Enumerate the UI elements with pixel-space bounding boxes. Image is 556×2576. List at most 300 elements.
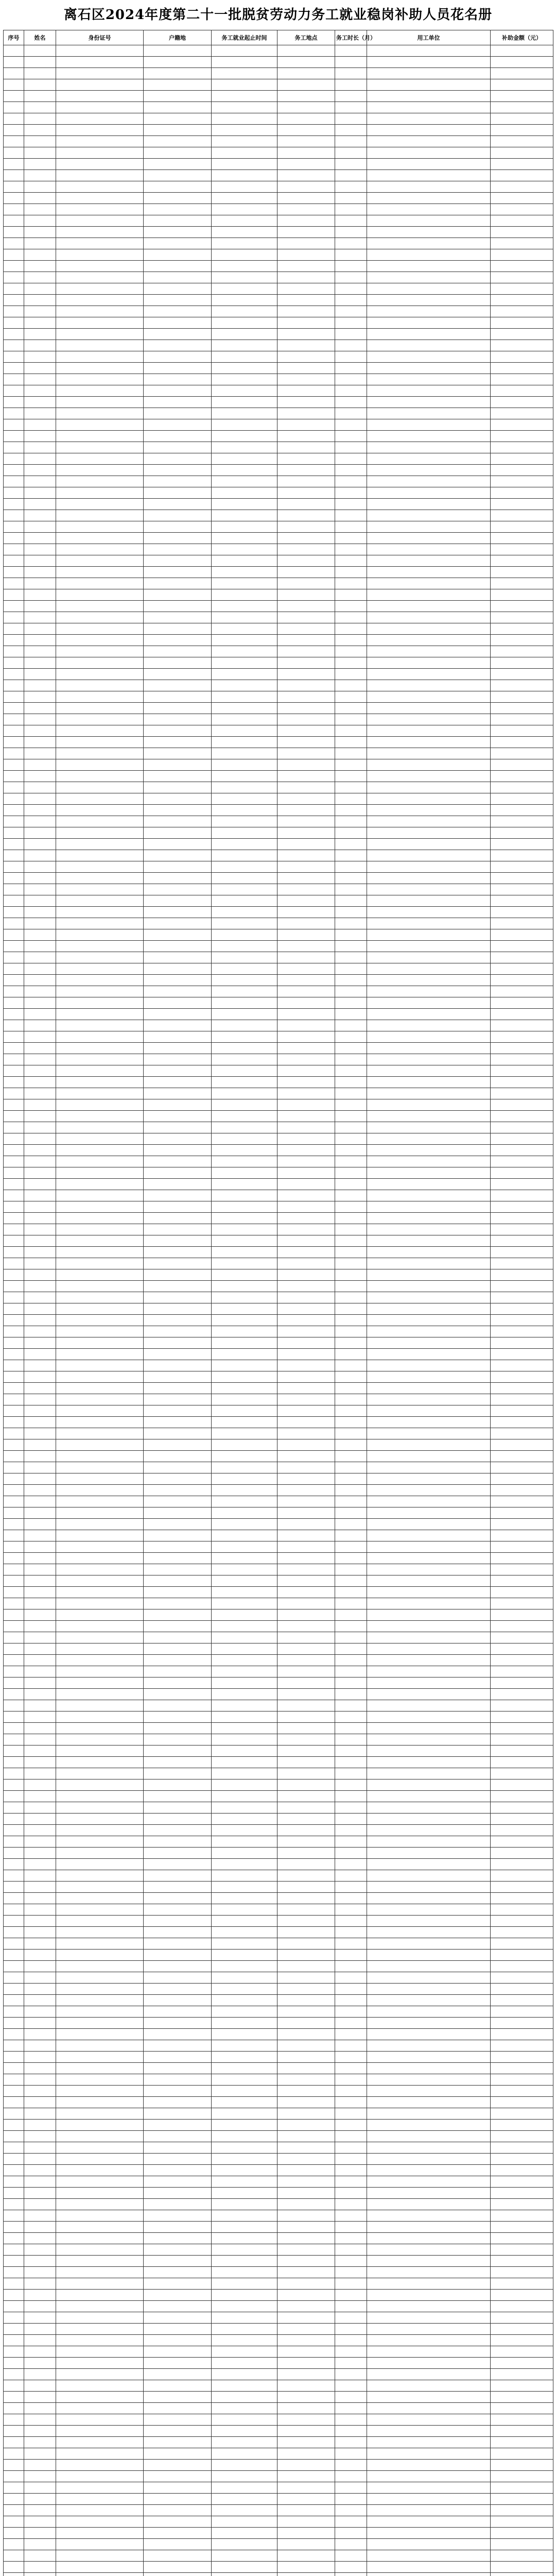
page-title: 离石区2024年度第二十一批脱贫劳动力务工就业稳岗补助人员花名册 [63,7,493,23]
cell-index [4,2097,24,2108]
cell-id-number [56,714,144,725]
cell-household [144,1609,212,1621]
cell-household [144,1848,212,1859]
cell-id-number [56,725,144,737]
cell-work-location [277,1428,335,1439]
cell-id-number [56,465,144,476]
cell-amount [491,1621,553,1632]
cell-duration [335,1417,367,1428]
cell-work-period [212,487,277,499]
cell-employer [367,193,491,204]
cell-work-location [277,873,335,884]
cell-employer [367,1145,491,1156]
cell-duration [335,1882,367,1893]
table-row [4,2301,553,2312]
cell-duration [335,827,367,839]
cell-index [4,2018,24,2029]
cell-work-location [277,147,335,159]
cell-id-number [56,2494,144,2505]
cell-employer [367,612,491,623]
cell-id-number [56,2448,144,2460]
cell-duration [335,680,367,691]
cell-duration [335,1247,367,1258]
cell-work-location [277,2210,335,2222]
table-row [4,1927,553,1938]
cell-index [4,2448,24,2460]
cell-id-number [56,2154,144,2165]
cell-household [144,170,212,181]
table-row [4,2380,553,2392]
cell-duration [335,1870,367,1882]
cell-name [24,2006,56,2018]
cell-work-period [212,238,277,249]
cell-duration [335,884,367,895]
cell-employer [367,317,491,329]
cell-duration [335,1791,367,1802]
cell-index [4,2312,24,2324]
cell-work-period [212,771,277,782]
cell-work-period [212,1405,277,1417]
table-row [4,125,553,136]
cell-duration [335,79,367,91]
cell-name [24,521,56,533]
cell-work-period [212,1530,277,1541]
cell-employer [367,2312,491,2324]
cell-index [4,272,24,283]
cell-duration [335,737,367,748]
cell-household [144,1507,212,1519]
cell-household [144,748,212,759]
cell-household [144,2176,212,2188]
cell-employer [367,2097,491,2108]
cell-work-location [277,997,335,1009]
cell-id-number [56,2199,144,2210]
cell-duration [335,1473,367,1485]
cell-work-location [277,2505,335,2516]
table-row [4,669,553,680]
cell-household [144,1269,212,1281]
cell-work-period [212,408,277,419]
cell-duration [335,748,367,759]
cell-name [24,2505,56,2516]
cell-index [4,487,24,499]
cell-duration [335,1950,367,1961]
cell-work-period [212,1485,277,1496]
cell-duration [335,1077,367,1088]
cell-household [144,1371,212,1383]
cell-household [144,1938,212,1950]
cell-name [24,963,56,975]
cell-id-number [56,2437,144,2448]
cell-work-period [212,499,277,510]
cell-work-period [212,193,277,204]
cell-duration [335,238,367,249]
cell-amount [491,2154,553,2165]
cell-name [24,2278,56,2290]
cell-employer [367,2052,491,2063]
cell-duration [335,2528,367,2539]
cell-duration [335,2550,367,2562]
cell-amount [491,805,553,816]
cell-work-period [212,272,277,283]
cell-household [144,2244,212,2256]
cell-work-location [277,2199,335,2210]
cell-id-number [56,918,144,929]
cell-work-period [212,1961,277,1972]
cell-household [144,431,212,442]
cell-duration [335,1394,367,1405]
cell-index [4,2573,24,2576]
cell-amount [491,1394,553,1405]
cell-id-number [56,2018,144,2029]
cell-employer [367,2244,491,2256]
cell-amount [491,68,553,79]
cell-work-period [212,2176,277,2188]
cell-index [4,2120,24,2131]
cell-duration [335,2471,367,2482]
table-row [4,2471,553,2482]
cell-work-period [212,1496,277,1507]
cell-household [144,737,212,748]
cell-id-number [56,2301,144,2312]
cell-name [24,1677,56,1689]
table-row [4,170,553,181]
cell-id-number [56,884,144,895]
cell-employer [367,181,491,193]
cell-work-location [277,499,335,510]
cell-duration [335,1723,367,1734]
cell-employer [367,850,491,861]
table-row [4,1190,553,1201]
cell-duration [335,159,367,170]
cell-amount [491,975,553,986]
cell-duration [335,1451,367,1462]
cell-id-number [56,2471,144,2482]
cell-amount [491,181,553,193]
cell-id-number [56,1247,144,1258]
cell-duration [335,929,367,941]
cell-household [144,816,212,827]
cell-household [144,805,212,816]
cell-index [4,1995,24,2006]
cell-name [24,1417,56,1428]
cell-work-period [212,2063,277,2074]
table-row [4,2052,553,2063]
cell-household [144,612,212,623]
cell-household [144,2006,212,2018]
cell-work-period [212,1677,277,1689]
cell-work-location [277,578,335,589]
cell-work-period [212,1848,277,1859]
cell-work-period [212,793,277,805]
cell-household [144,499,212,510]
cell-name [24,1882,56,1893]
cell-work-location [277,1451,335,1462]
cell-amount [491,2267,553,2278]
table-row [4,1950,553,1961]
cell-work-location [277,1213,335,1224]
cell-work-location [277,918,335,929]
cell-household [144,1814,212,1825]
cell-duration [335,1439,367,1451]
cell-id-number [56,1700,144,1711]
cell-name [24,2335,56,2346]
cell-household [144,907,212,918]
table-row [4,1791,553,1802]
cell-name [24,1360,56,1371]
cell-household [144,657,212,669]
cell-index [4,397,24,408]
cell-work-location [277,2233,335,2244]
cell-index [4,1224,24,1235]
cell-work-period [212,2097,277,2108]
cell-household [144,2550,212,2562]
cell-amount [491,2233,553,2244]
cell-work-period [212,2267,277,2278]
cell-duration [335,589,367,601]
cell-employer [367,1961,491,1972]
cell-index [4,1167,24,1179]
table-row [4,1655,553,1666]
cell-household [144,1689,212,1700]
cell-name [24,340,56,351]
cell-name [24,227,56,238]
cell-name [24,1201,56,1213]
cell-name [24,2346,56,2358]
cell-name [24,170,56,181]
cell-index [4,929,24,941]
cell-index [4,1598,24,1609]
cell-work-location [277,1859,335,1870]
table-row [4,850,553,861]
cell-work-location [277,782,335,793]
table-row [4,113,553,125]
table-row [4,1043,553,1054]
cell-amount [491,102,553,113]
cell-employer [367,2392,491,2403]
cell-duration [335,1088,367,1099]
cell-employer [367,2358,491,2369]
cell-amount [491,1814,553,1825]
cell-employer [367,533,491,544]
cell-duration [335,2460,367,2471]
cell-amount [491,227,553,238]
cell-duration [335,2312,367,2324]
cell-work-location [277,1258,335,1269]
cell-duration [335,1303,367,1315]
cell-employer [367,1043,491,1054]
table-row [4,2482,553,2494]
cell-work-location [277,623,335,635]
cell-household [144,1235,212,1247]
cell-index [4,918,24,929]
cell-index [4,306,24,317]
cell-work-period [212,1995,277,2006]
cell-id-number [56,691,144,703]
cell-index [4,2222,24,2233]
cell-employer [367,2222,491,2233]
cell-index [4,125,24,136]
cell-id-number [56,1519,144,1530]
cell-household [144,295,212,306]
cell-index [4,363,24,374]
cell-index [4,850,24,861]
cell-work-period [212,2494,277,2505]
cell-name [24,2573,56,2576]
cell-name [24,2131,56,2142]
cell-id-number [56,2142,144,2154]
cell-index [4,895,24,907]
cell-name [24,1065,56,1077]
cell-name [24,465,56,476]
cell-amount [491,1655,553,1666]
cell-amount [491,1768,553,1780]
cell-duration [335,1745,367,1757]
cell-work-period [212,2380,277,2392]
cell-id-number [56,487,144,499]
cell-amount [491,215,553,227]
cell-work-location [277,2063,335,2074]
cell-employer [367,2278,491,2290]
cell-id-number [56,181,144,193]
cell-work-period [212,1269,277,1281]
table-row [4,181,553,193]
cell-duration [335,1122,367,1133]
cell-name [24,1711,56,1723]
cell-id-number [56,2006,144,2018]
cell-work-location [277,737,335,748]
cell-name [24,952,56,963]
cell-work-period [212,1099,277,1111]
cell-amount [491,1757,553,1768]
cell-index [4,952,24,963]
cell-work-location [277,952,335,963]
cell-id-number [56,521,144,533]
cell-name [24,181,56,193]
table-row [4,1485,553,1496]
cell-duration [335,1326,367,1337]
cell-employer [367,2528,491,2539]
cell-household [144,147,212,159]
cell-duration [335,102,367,113]
cell-id-number [56,1541,144,1553]
cell-index [4,1496,24,1507]
cell-work-period [212,1643,277,1655]
cell-household [144,1099,212,1111]
cell-duration [335,2380,367,2392]
table-row [4,1383,553,1394]
cell-amount [491,1247,553,1258]
cell-amount [491,1780,553,1791]
cell-name [24,1814,56,1825]
cell-employer [367,895,491,907]
cell-duration [335,895,367,907]
cell-work-period [212,2369,277,2380]
cell-employer [367,1621,491,1632]
cell-work-location [277,521,335,533]
cell-duration [335,2267,367,2278]
cell-amount [491,1099,553,1111]
cell-name [24,1133,56,1145]
cell-household [144,1190,212,1201]
cell-index [4,680,24,691]
table-row [4,249,553,261]
cell-index [4,408,24,419]
cell-index [4,227,24,238]
cell-id-number [56,363,144,374]
cell-work-location [277,1383,335,1394]
cell-employer [367,805,491,816]
cell-id-number [56,827,144,839]
cell-id-number [56,147,144,159]
cell-index [4,147,24,159]
cell-household [144,476,212,487]
table-row [4,1530,553,1541]
table-row [4,1224,553,1235]
cell-name [24,1621,56,1632]
cell-work-location [277,1553,335,1564]
table-row [4,1281,553,1292]
table-row [4,2358,553,2369]
cell-index [4,2040,24,2052]
cell-index [4,2414,24,2426]
cell-household [144,861,212,873]
table-row [4,1825,553,1836]
cell-name [24,1043,56,1054]
cell-work-location [277,2176,335,2188]
cell-household [144,408,212,419]
cell-work-period [212,1825,277,1836]
cell-name [24,1167,56,1179]
cell-index [4,181,24,193]
cell-index [4,1133,24,1145]
cell-duration [335,1961,367,1972]
cell-employer [367,1677,491,1689]
cell-employer [367,442,491,453]
cell-id-number [56,1564,144,1575]
cell-amount [491,2550,553,2562]
cell-id-number [56,57,144,68]
cell-work-period [212,431,277,442]
cell-name [24,703,56,714]
cell-work-location [277,2369,335,2380]
cell-duration [335,91,367,102]
cell-household [144,1972,212,1984]
cell-amount [491,170,553,181]
cell-household [144,2267,212,2278]
cell-household [144,646,212,657]
cell-duration [335,771,367,782]
cell-household [144,1745,212,1757]
cell-index [4,2301,24,2312]
table-row [4,533,553,544]
cell-household [144,2210,212,2222]
cell-name [24,1848,56,1859]
cell-work-location [277,1825,335,1836]
cell-index [4,57,24,68]
cell-amount [491,1258,553,1269]
cell-amount [491,1530,553,1541]
cell-duration [335,1315,367,1326]
cell-index [4,725,24,737]
cell-index [4,2505,24,2516]
cell-household [144,1043,212,1054]
cell-index [4,1292,24,1303]
cell-name [24,635,56,646]
cell-duration [335,181,367,193]
cell-employer [367,2471,491,2482]
cell-id-number [56,2063,144,2074]
